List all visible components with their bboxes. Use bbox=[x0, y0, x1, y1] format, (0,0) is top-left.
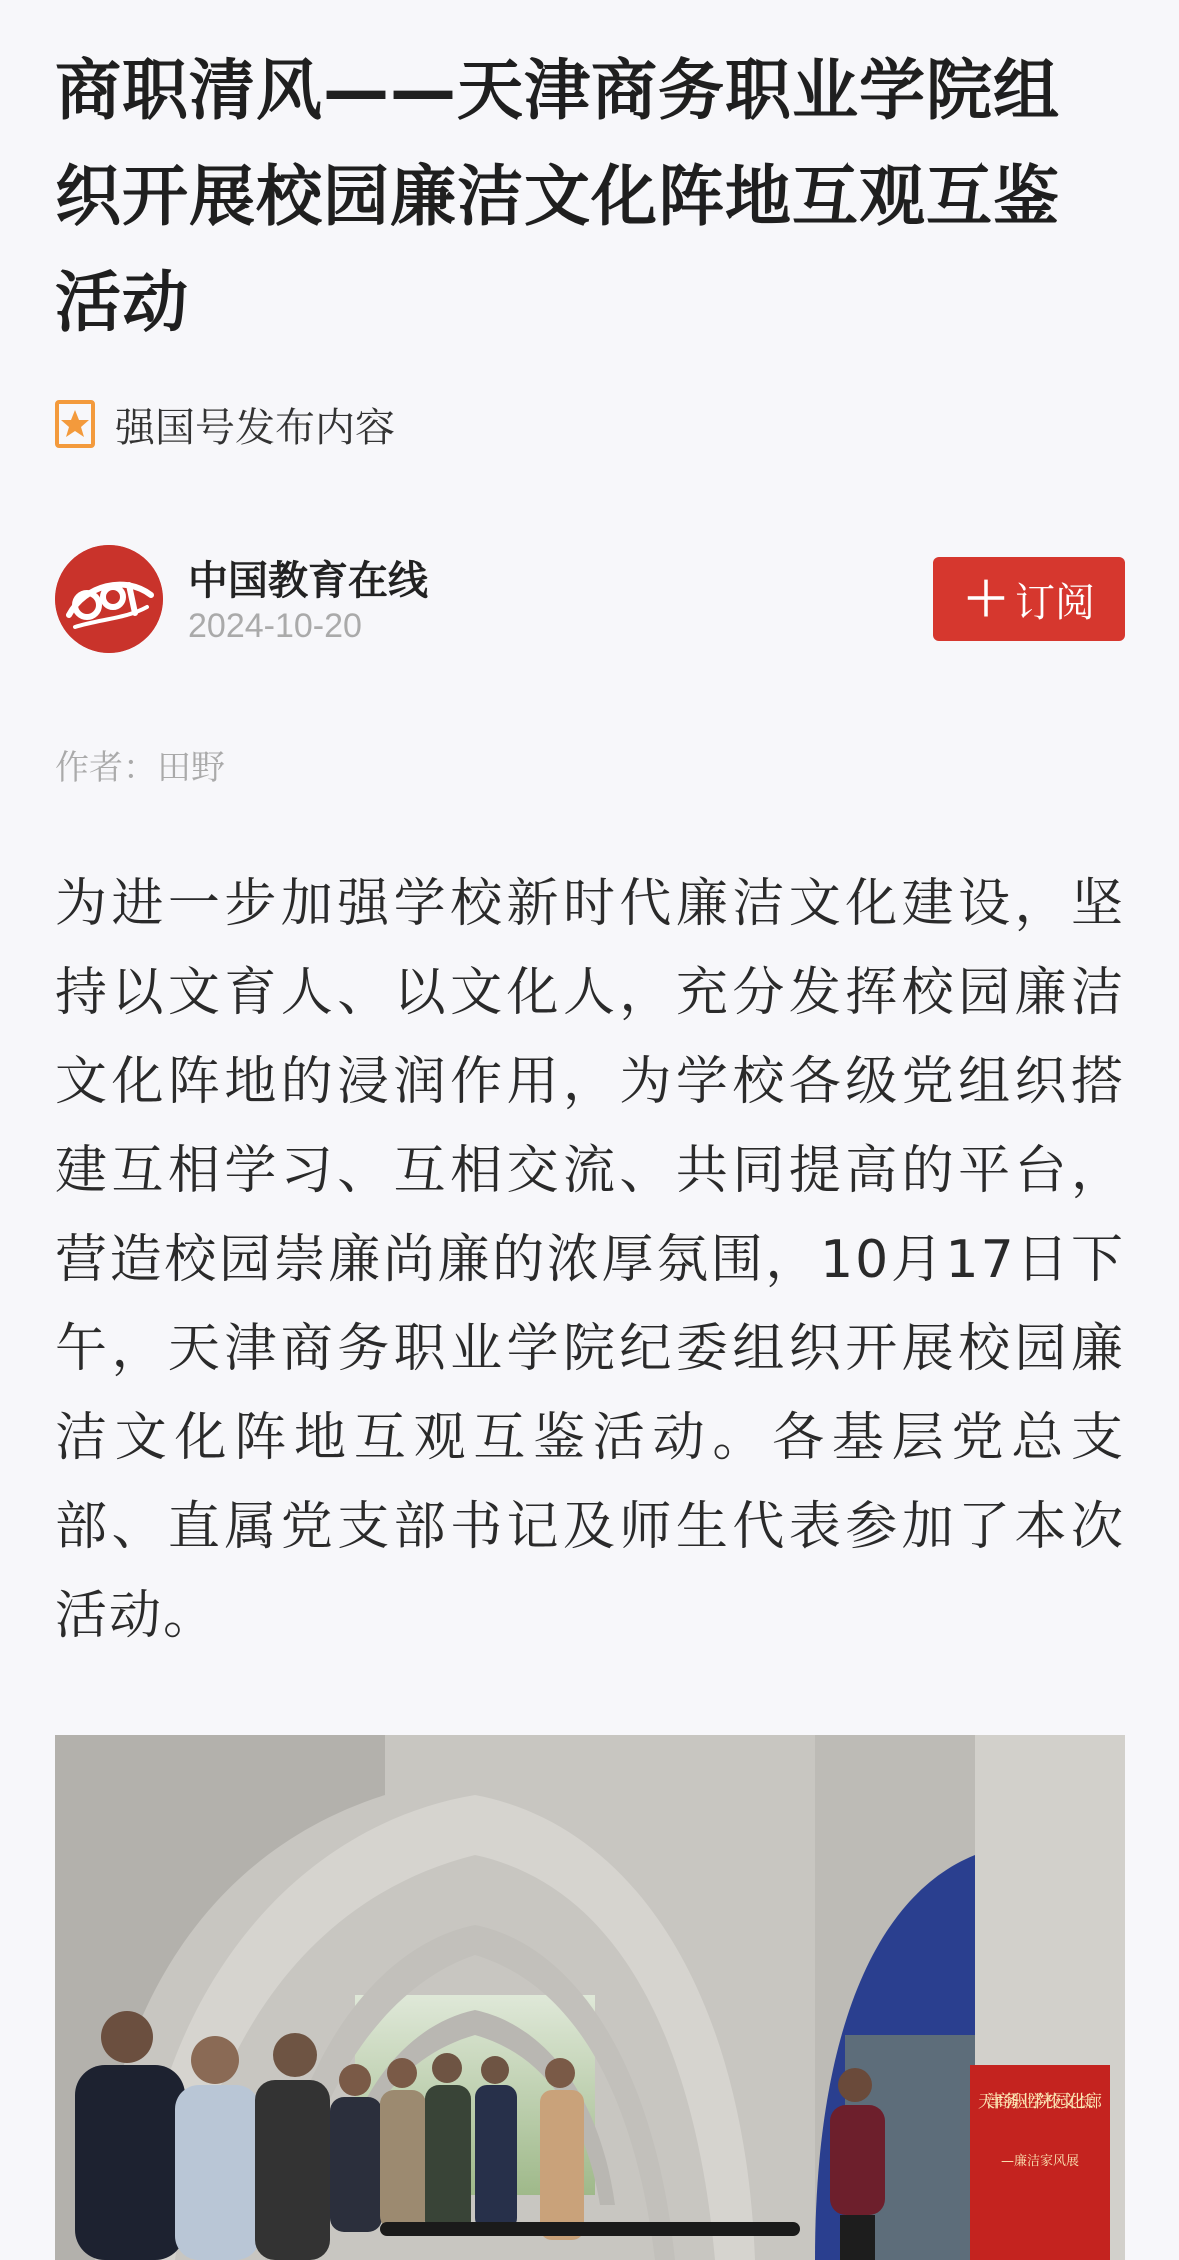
source-label: 强国号发布内容 bbox=[115, 404, 395, 451]
article-title: 商职清风——天津商务职业学院组织开展校园廉洁文化阵地互观互鉴活动 bbox=[55, 52, 1060, 341]
publish-date: 2024-10-20 bbox=[188, 607, 362, 645]
subscribe-label: 订阅 bbox=[1015, 579, 1095, 626]
author-block bbox=[55, 545, 1125, 655]
article-body: 为进一步加强学校新时代廉洁文化建设，坚持以文育人、以文化人，充分发挥校园廉洁文化阵地的浸润作用，为学校各级党组织搭建互相学习、互相交流、共同提高的平台，营造校园崇廉尚廉的浓厚氛围，10月17日下午，天津商务职业学院纪委组织开展校园廉洁文化阵地互观互鉴活动。各基层党总支部、直属党支部书记及师生代表参加了本次活动。 bbox=[55, 874, 1125, 1646]
photo-illustration bbox=[55, 1735, 1125, 2260]
author-name[interactable]: 中国教育在线 bbox=[188, 558, 428, 604]
star-badge-icon bbox=[55, 400, 95, 448]
byline: 作者：田野 bbox=[55, 748, 225, 788]
home-indicator[interactable] bbox=[380, 2222, 800, 2236]
subscribe-button[interactable] bbox=[933, 557, 1125, 641]
source-row bbox=[55, 398, 395, 450]
avatar[interactable] bbox=[55, 545, 163, 653]
plus-icon: ＋ bbox=[963, 572, 1009, 626]
photo-sign-subtext: —廉洁家风展 bbox=[1000, 2154, 1080, 2169]
photo-sign-text: 天津商务职业学院校园文化长廊 bbox=[978, 2092, 1102, 2112]
article-photo[interactable] bbox=[55, 1735, 1125, 2260]
logo-icon bbox=[55, 545, 163, 653]
